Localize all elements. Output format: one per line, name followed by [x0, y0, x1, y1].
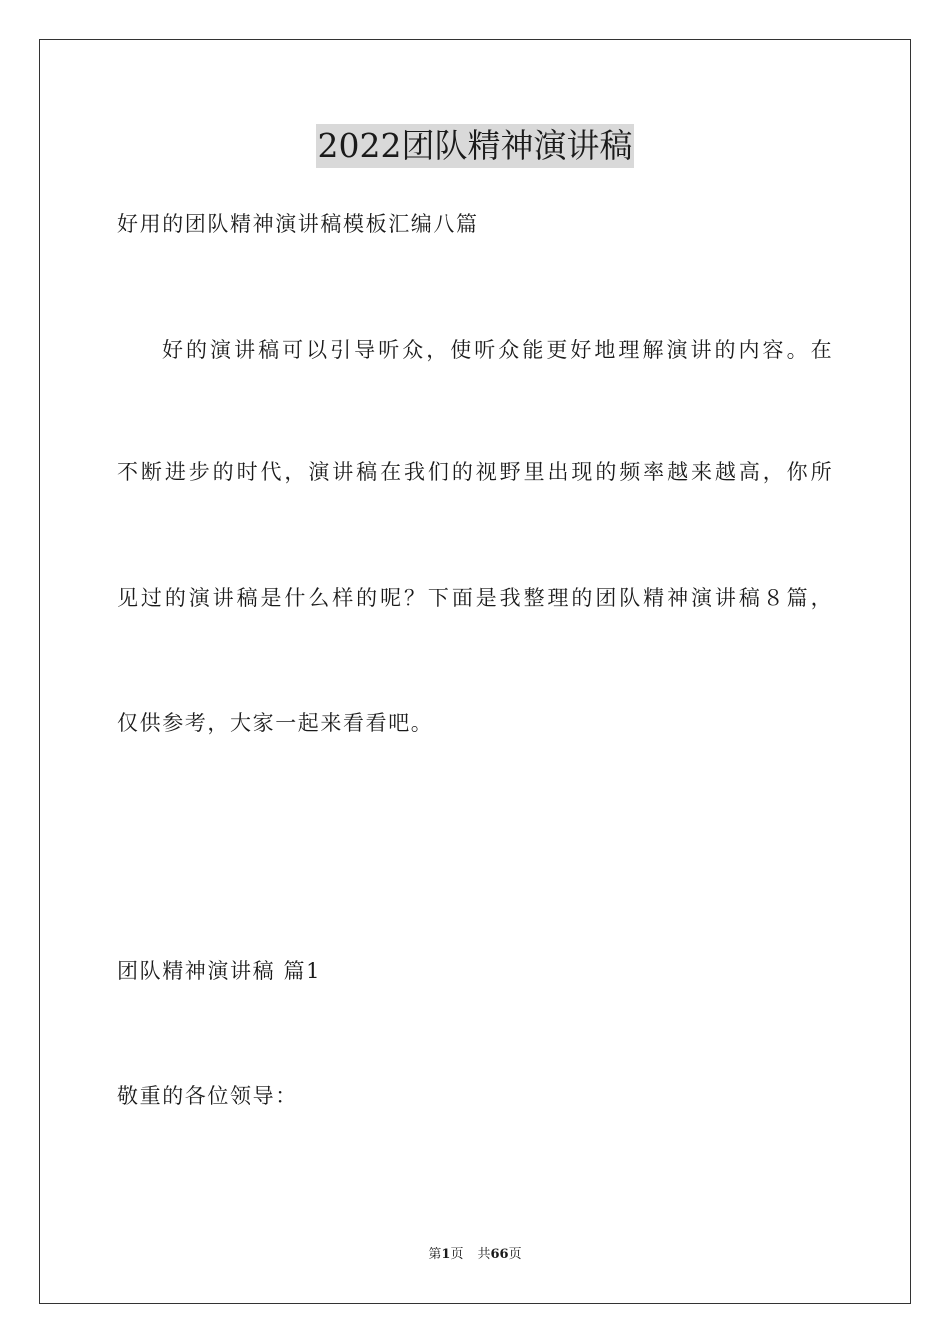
salutation: 敬重的各位领导：: [117, 1084, 298, 1108]
document-subtitle: 好用的团队精神演讲稿模板汇编八篇: [117, 212, 479, 236]
footer-total-prefix: 共: [477, 1247, 491, 1262]
footer-page-prefix: 第: [428, 1247, 442, 1262]
intro-line-1: 好的演讲稿可以引导听众，使听众能更好地理解演讲的内容。在: [162, 338, 833, 362]
footer-page-number: 1: [441, 1247, 451, 1262]
page-footer: [0, 1246, 950, 1264]
footer-page-suffix: 页: [450, 1247, 464, 1262]
intro-line-4: 仅供参考，大家一起来看看吧。: [117, 711, 434, 735]
intro-line-3: 见过的演讲稿是什么样的呢？下面是我整理的团队精神演讲稿８篇，: [117, 586, 833, 610]
document-title: 2022团队精神演讲稿: [316, 124, 635, 168]
footer-total-suffix: 页: [508, 1247, 522, 1262]
title-block: [0, 124, 950, 168]
section-heading: 团队精神演讲稿 篇1: [117, 959, 322, 983]
intro-line-2: 不断进步的时代，演讲稿在我们的视野里出现的频率越来越高，你所: [117, 460, 833, 484]
footer-total-pages: 66: [490, 1247, 509, 1262]
